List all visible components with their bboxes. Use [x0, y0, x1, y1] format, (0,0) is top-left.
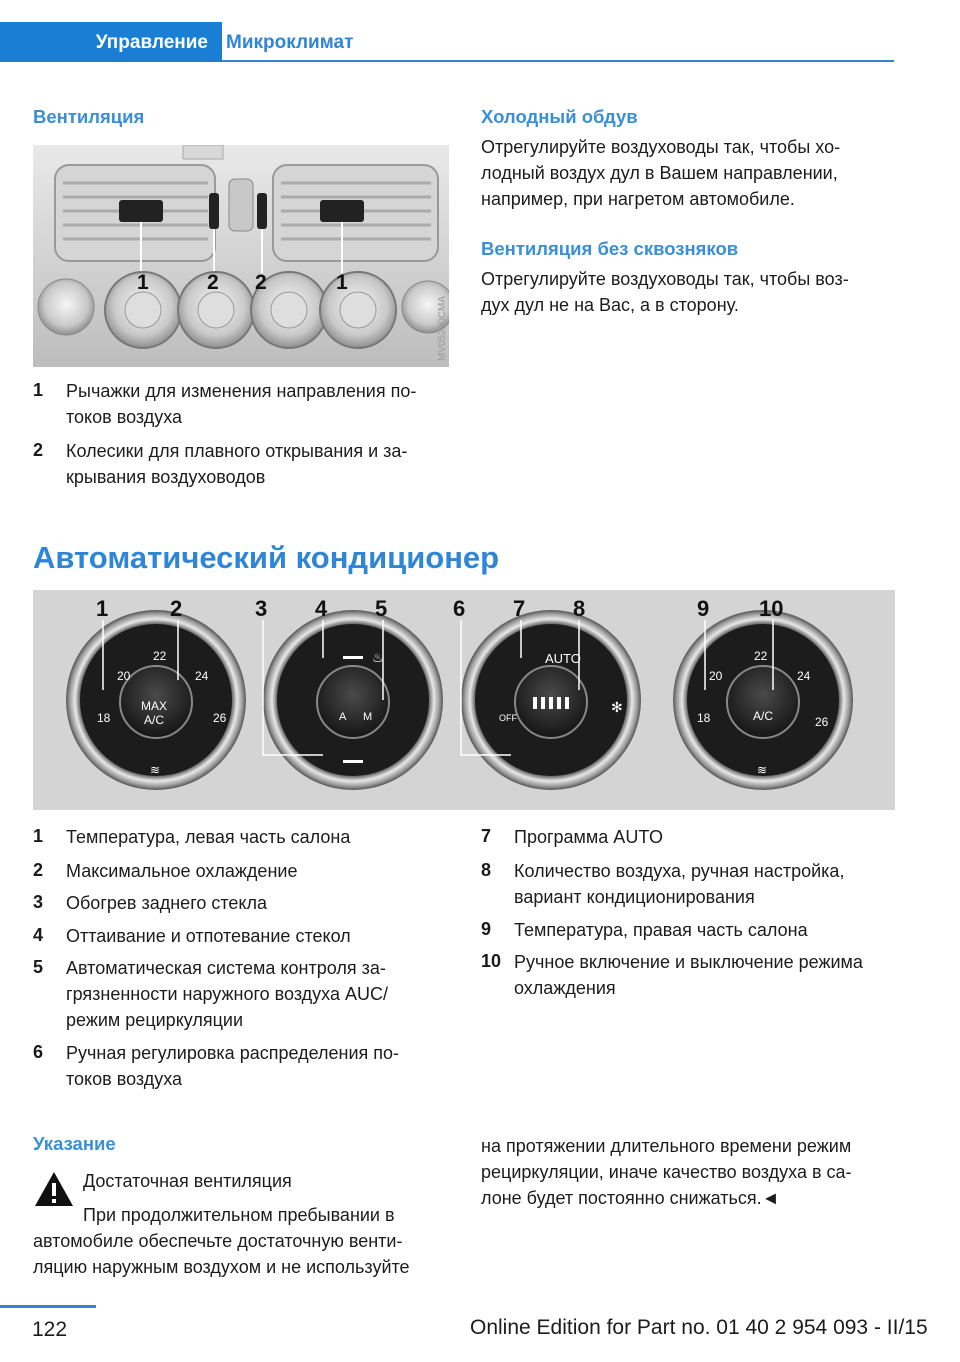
legend-text: охлаждения — [514, 978, 616, 998]
climate-panel-photo — [33, 590, 895, 810]
legend-text: Температура, правая часть салона — [514, 920, 808, 940]
legend-number: 9 — [481, 919, 492, 939]
fan-icon: ✻ — [611, 699, 623, 715]
paragraph-line: ляцию наружным воздухом и не используйте — [33, 1257, 410, 1277]
callout-1: 1 — [96, 596, 109, 621]
legend-number: 1 — [33, 380, 44, 400]
paragraph-line: например, при нагретом автомобиле. — [481, 189, 795, 209]
knob2-a: A — [339, 711, 347, 723]
note-subtitle: Достаточная вентиляция — [83, 1171, 292, 1191]
legend-text: Оттаивание и отпотевание стекол — [66, 926, 351, 946]
defrost-icon: ♨ — [372, 650, 384, 665]
climate-title: Автоматический кондиционер — [33, 540, 500, 575]
callout-3: 3 — [255, 596, 268, 621]
legend-number: 3 — [33, 892, 44, 912]
legend-number: 1 — [33, 826, 44, 846]
knob1-24: 24 — [195, 669, 209, 683]
tab-upravlenie[interactable] — [0, 22, 222, 62]
paragraph-line: Отрегулируйте воздуховоды так, чтобы хо- — [481, 137, 841, 157]
auto-label: AUTO — [545, 651, 581, 666]
vent-photo — [33, 145, 449, 367]
legend-text: Ручная регулировка распределения по- — [66, 1043, 400, 1063]
callout-7: 7 — [513, 596, 526, 621]
knob4-ac: A/C — [752, 709, 774, 723]
paragraph-line: лоне будет постоянно снижаться.◄ — [481, 1188, 780, 1208]
knob4-20: 20 — [709, 669, 723, 683]
knob1-26: 26 — [213, 711, 227, 725]
note-text-right — [481, 1133, 901, 1211]
edition-text: Online Edition for Part no. 01 40 2 954 093 - II/15 — [470, 1316, 928, 1339]
knob1-18: 18 — [97, 711, 111, 725]
legend-text: вариант кондиционирования — [514, 887, 755, 907]
vent-callout: 1 — [137, 271, 149, 294]
legend-text: Программа AUTO — [514, 827, 663, 847]
callout-6: 6 — [453, 596, 466, 621]
legend-text: грязненности наружного воздуха AUC/ — [66, 984, 388, 1004]
callout-10: 10 — [759, 596, 784, 621]
legend-text: Количество воздуха, ручная настройка, — [514, 861, 845, 881]
callout-8: 8 — [573, 596, 586, 621]
knob2-m: M — [363, 711, 373, 723]
callout-4: 4 — [315, 596, 328, 621]
note-title: Указание — [33, 1133, 116, 1154]
page-number: 122 — [32, 1318, 68, 1341]
knob1-20: 20 — [117, 669, 131, 683]
legend-number: 6 — [33, 1042, 44, 1062]
vent-callout: 1 — [336, 271, 348, 294]
photo-code: MV05290CMA — [437, 295, 448, 361]
legend-text: Максимальное охлаждение — [66, 861, 298, 881]
paragraph-line: автомобиле обеспечьте достаточную венти- — [33, 1231, 403, 1251]
legend-text: Автоматическая система контроля за- — [66, 958, 386, 978]
warning-icon — [33, 1170, 75, 1208]
knob4-22: 22 — [754, 649, 768, 663]
legend-number: 5 — [33, 957, 44, 977]
paragraph-line: Отрегулируйте воздуховоды так, чтобы воз- — [481, 269, 849, 289]
ventilation-title: Вентиляция — [33, 106, 145, 127]
header-rule — [222, 60, 894, 62]
legend-number: 2 — [33, 440, 44, 460]
tab-upravlenie-label: Управление — [95, 32, 208, 53]
no-draft-title: Вентиляция без сквозняков — [481, 238, 739, 259]
note-text-left — [33, 1228, 463, 1280]
legend-text: токов воздуха — [66, 407, 183, 427]
paragraph-line: рециркуляции, иначе качество воздуха в са- — [481, 1162, 852, 1182]
off-label: OFF — [499, 713, 517, 723]
knob1-max: MAX — [140, 699, 168, 713]
legend-text: Ручное включение и выключение режима — [514, 952, 863, 972]
paragraph-line: дух дул не на Вас, а в сторону. — [481, 295, 739, 315]
rear-heat-icon: ≋ — [150, 763, 161, 777]
paragraph-line: При продолжительном пребывании в — [83, 1205, 395, 1225]
legend-number: 4 — [33, 925, 44, 945]
vent-legend — [33, 378, 453, 488]
vent-callout: 2 — [255, 271, 267, 294]
legend-text: Температура, левая часть салона — [66, 827, 351, 847]
legend-text: режим рециркуляции — [66, 1010, 244, 1030]
callout-2: 2 — [170, 596, 183, 621]
legend-number: 10 — [481, 951, 502, 971]
rear-heat-icon: ≋ — [757, 763, 768, 777]
cold-air-text — [481, 134, 901, 212]
footer-rule — [0, 1305, 96, 1308]
paragraph-line: лодный воздух дул в Вашем направлении, — [481, 163, 838, 183]
knob4-24: 24 — [797, 669, 811, 683]
tab-mikroklimat[interactable]: Микроклимат — [226, 32, 354, 53]
knob4-26: 26 — [815, 715, 829, 729]
legend-number: 7 — [481, 826, 492, 846]
knob1-ac: A/C — [143, 713, 165, 727]
legend-text: крывания воздуховодов — [66, 467, 266, 487]
legend-text: Обогрев заднего стекла — [66, 893, 268, 913]
cold-air-title: Холодный обдув — [481, 106, 638, 127]
legend-text: Колесики для плавного открывания и за- — [66, 441, 408, 461]
knob4-18: 18 — [697, 711, 711, 725]
legend-number: 2 — [33, 860, 44, 880]
vent-callout: 2 — [207, 271, 219, 294]
callout-5: 5 — [375, 596, 388, 621]
legend-number: 8 — [481, 860, 492, 880]
callout-9: 9 — [697, 596, 710, 621]
paragraph-line: на протяжении длительного времени режим — [481, 1136, 852, 1156]
climate-legend-left — [33, 824, 453, 1094]
climate-legend-right — [481, 824, 901, 1004]
legend-text: токов воздуха — [66, 1069, 183, 1089]
knob1-22: 22 — [153, 649, 167, 663]
no-draft-text — [481, 266, 901, 318]
legend-text: Рычажки для изменения направления по- — [66, 381, 417, 401]
